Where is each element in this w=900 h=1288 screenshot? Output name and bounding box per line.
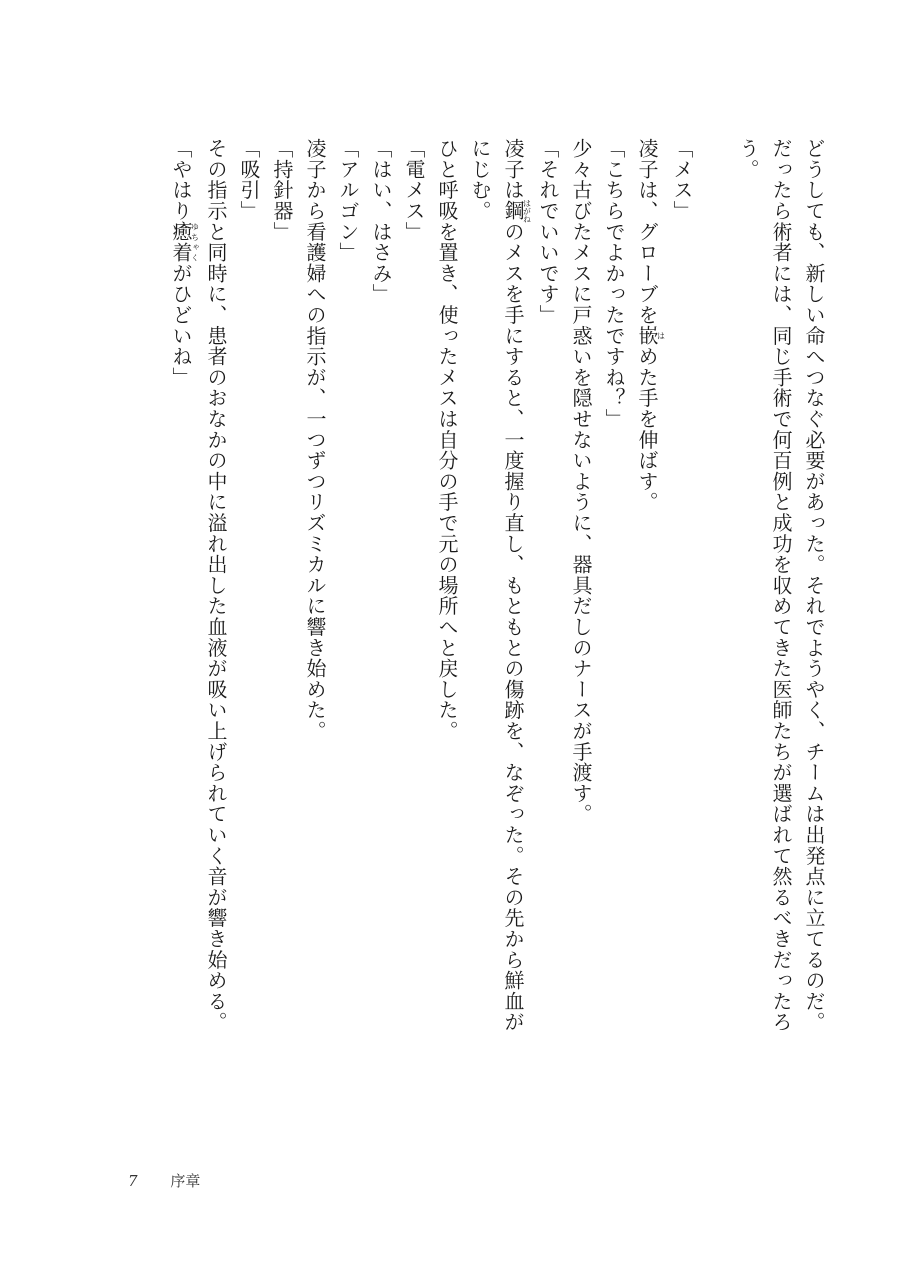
text-line-with-ruby: 凌子は鋼はがねのメスを手にすると、一度握り直し、もともとの傷跡を、なぞった。その先から鮮血が [501, 138, 532, 1033]
page-footer [128, 1170, 200, 1191]
text-line: 「持針器」 [270, 138, 294, 242]
text-line: どうしても、新しい命へつなぐ必要があった。それでようやく、チームは出発点に立てるのだ。 [802, 138, 826, 1033]
text-line: にじむ。 [468, 138, 492, 222]
text-line: う。 [736, 138, 760, 180]
text-line-with-ruby: 凌子は、グローブを嵌はめた手を伸ばす。 [635, 138, 666, 513]
text-line: 「こちらでよかったですね？」 [602, 138, 626, 430]
text-line: 「メス」 [670, 138, 694, 222]
text-line: 少々古びたメスに戸惑いを隠せないように、器具だしのナースが手渡す。 [569, 138, 593, 825]
text-line: 凌子から看護婦への指示が、一つずつリズミカルに響き始めた。 [303, 138, 327, 742]
chapter-title: 序章 [170, 1172, 201, 1190]
page-number: 7 [128, 1172, 138, 1190]
text-line: 「吸引」 [237, 138, 261, 222]
text-line: 「電メス」 [402, 138, 426, 242]
text-line: だったら術者には、同じ手術で何百例と成功を収めてきた医師たちが選ばれて然るべきだったろ [769, 138, 793, 1033]
text-line-with-ruby: 「やはり癒着ゆちゃくがひどいね」 [169, 138, 200, 388]
text-line: 「はい、はさみ」 [369, 138, 393, 305]
text-line: ひと呼吸を置き、使ったメスは自分の手で元の場所へと戻した。 [435, 138, 459, 742]
text-line: 「それでいいです」 [536, 138, 560, 326]
text-line: その指示と同時に、患者のおなかの中に溢れ出した血液が吸い上げられていく音が響き始める。 [204, 138, 228, 1033]
vertical-text-block [164, 138, 830, 1098]
text-line: 「アルゴン」 [336, 138, 360, 263]
